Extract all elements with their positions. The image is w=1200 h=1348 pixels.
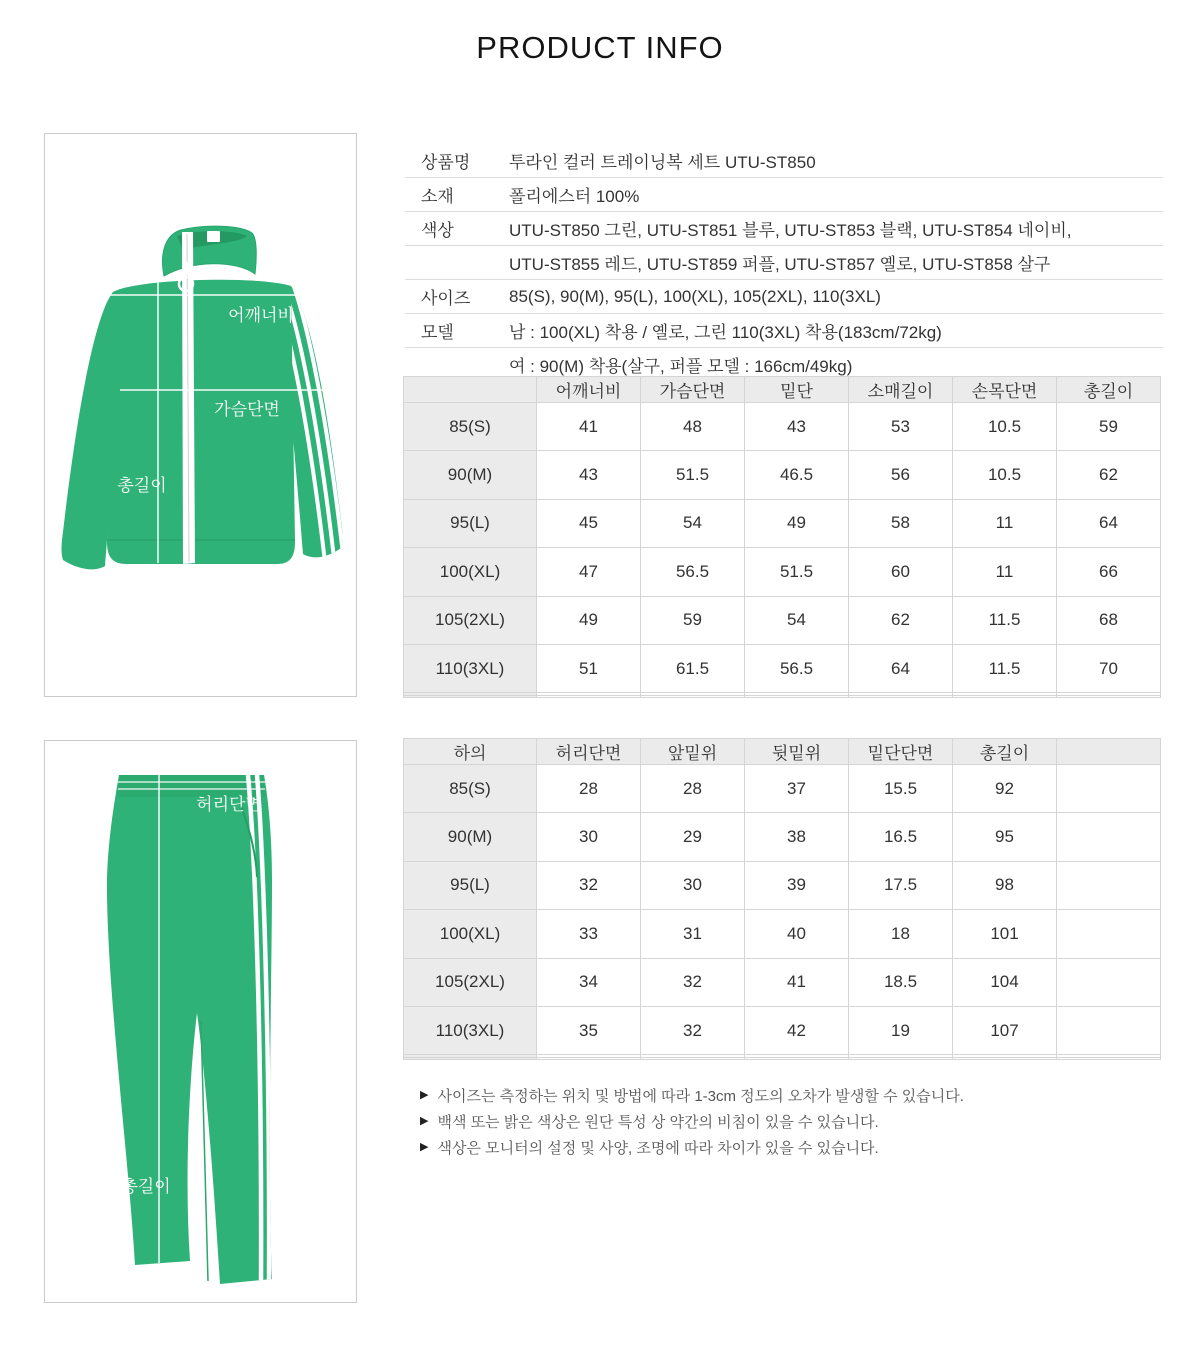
measurement-cell: [953, 695, 1057, 697]
size-cell: 95(L): [404, 499, 537, 547]
table-row: [404, 958, 1161, 1006]
detail-value: 남 : 100(XL) 착용 / 옐로, 그린 110(3XL) 착용(183cm/72kg): [509, 323, 942, 342]
measurement-cell: 66: [1057, 548, 1161, 596]
measurement-cell: 19: [849, 1006, 953, 1054]
measurement-cell: 39: [745, 861, 849, 909]
measurement-cell: 35: [537, 1006, 641, 1054]
measurement-cell: 17.5: [849, 861, 953, 909]
note-item: [420, 1082, 964, 1108]
measurement-cell: 61.5: [641, 644, 745, 692]
measurement-cell: 51.5: [641, 451, 745, 499]
measurement-cell: 64: [1057, 499, 1161, 547]
measurement-cell: 11: [953, 548, 1057, 596]
column-header: [404, 377, 537, 403]
measurement-cell: [1057, 813, 1161, 861]
measurement-cell: 29: [641, 813, 745, 861]
measurement-cell: 59: [641, 596, 745, 644]
measurement-cell: 43: [537, 451, 641, 499]
size-cell: 85(S): [404, 765, 537, 813]
measurement-cell: 11: [953, 499, 1057, 547]
column-header: 총길이: [953, 739, 1057, 765]
detail-row-colors-1: [405, 212, 1163, 246]
measurement-cell: 51.5: [745, 548, 849, 596]
triangle-bullet-icon: ▶: [420, 1114, 429, 1127]
pants-shape: [107, 775, 272, 1284]
table-row: [404, 499, 1161, 547]
note-item: [420, 1134, 964, 1160]
column-header: 밑단단면: [849, 739, 953, 765]
measurement-cell: [537, 1057, 641, 1059]
column-header: 어깨너비: [537, 377, 641, 403]
pants-length-label: 총길이: [121, 1177, 171, 1196]
jacket-length-label: 총길이: [117, 476, 167, 495]
measurement-cell: 16.5: [849, 813, 953, 861]
measurement-cell: [537, 695, 641, 697]
note-text: 사이즈는 측정하는 위치 및 방법에 따라 1-3cm 정도의 오차가 발생할 수 있습니다.: [437, 1087, 964, 1105]
measurement-cell: 104: [953, 958, 1057, 1006]
jacket-image-box: [44, 133, 357, 697]
measurement-cell: 34: [537, 958, 641, 1006]
detail-row-material: [405, 178, 1163, 212]
measurement-cell: 48: [641, 403, 745, 451]
measurement-cell: 46.5: [745, 451, 849, 499]
measurement-cell: 47: [537, 548, 641, 596]
measurement-cell: [745, 1057, 849, 1059]
measurement-cell: 68: [1057, 596, 1161, 644]
measurement-cell: 42: [745, 1006, 849, 1054]
pants-size-table: [403, 738, 1161, 1060]
column-header: 허리단면: [537, 739, 641, 765]
measurement-cell: 30: [641, 861, 745, 909]
size-cell: 105(2XL): [404, 596, 537, 644]
detail-value: UTU-ST855 레드, UTU-ST859 퍼플, UTU-ST857 옐로, UTU-ST858 살구: [509, 255, 1051, 274]
note-text: 백색 또는 밝은 색상은 원단 특성 상 약간의 비침이 있을 수 있습니다.: [437, 1113, 879, 1131]
measurement-cell: 10.5: [953, 451, 1057, 499]
measurement-cell: [849, 695, 953, 697]
measurement-cell: 30: [537, 813, 641, 861]
measurement-cell: 28: [641, 765, 745, 813]
measurement-cell: 98: [953, 861, 1057, 909]
jacket-shoulder-label: 어깨너비: [228, 306, 294, 325]
measurement-cell: 92: [953, 765, 1057, 813]
detail-value: 여 : 90(M) 착용(살구, 퍼플 모델 : 166cm/49kg): [509, 357, 853, 376]
measurement-cell: 31: [641, 910, 745, 958]
measurement-cell: 54: [641, 499, 745, 547]
detail-label: 소재: [421, 187, 454, 206]
measurement-cell: 70: [1057, 644, 1161, 692]
size-cell: 100(XL): [404, 910, 537, 958]
measurement-cell: 107: [953, 1006, 1057, 1054]
jacket-chest-label: 가슴단면: [214, 400, 280, 419]
pants-waist-label: 허리단면: [196, 795, 262, 814]
neck-tag: [207, 231, 220, 242]
table-row: [404, 596, 1161, 644]
detail-value: 투라인 컬러 트레이닝복 세트 UTU-ST850: [509, 153, 816, 172]
table-row: [404, 1006, 1161, 1054]
measurement-cell: 11.5: [953, 596, 1057, 644]
waistband: [117, 775, 266, 797]
detail-value: 폴리에스터 100%: [509, 187, 640, 206]
pants-body-group: [107, 775, 272, 1284]
detail-row-colors-2: [405, 246, 1163, 280]
table-row: [404, 451, 1161, 499]
measurement-cell: 43: [745, 403, 849, 451]
size-cell: 90(M): [404, 451, 537, 499]
pants-image-box: [44, 740, 357, 1303]
measurement-cell: 28: [537, 765, 641, 813]
notes-list: [420, 1082, 964, 1160]
table-row: [404, 548, 1161, 596]
measurement-cell: [849, 1057, 953, 1059]
table-row: [404, 644, 1161, 692]
size-cell: 85(S): [404, 403, 537, 451]
table-row: [404, 765, 1161, 813]
column-header: 손목단면: [953, 377, 1057, 403]
jacket-body-group: [62, 226, 344, 569]
table-row: [404, 1057, 1161, 1059]
detail-row-product-name: [405, 144, 1163, 178]
column-header: 총길이: [1057, 377, 1161, 403]
measurement-cell: [1057, 958, 1161, 1006]
measurement-cell: [1057, 1057, 1161, 1059]
size-cell: 110(3XL): [404, 644, 537, 692]
measurement-cell: 95: [953, 813, 1057, 861]
column-header: 하의: [404, 739, 537, 765]
measurement-cell: [953, 1057, 1057, 1059]
measurement-cell: [1057, 910, 1161, 958]
measurement-cell: 51: [537, 644, 641, 692]
measurement-cell: 37: [745, 765, 849, 813]
measurement-cell: 32: [537, 861, 641, 909]
jacket-size-table: [403, 376, 1161, 698]
measurement-cell: 54: [745, 596, 849, 644]
measurement-cell: 41: [745, 958, 849, 1006]
measurement-cell: 38: [745, 813, 849, 861]
detail-label: 상품명: [421, 153, 471, 172]
note-item: [420, 1108, 964, 1134]
measurement-cell: [641, 1057, 745, 1059]
measurement-cell: 32: [641, 1006, 745, 1054]
table-row: [404, 861, 1161, 909]
measurement-cell: 62: [1057, 451, 1161, 499]
measurement-cell: [1057, 1006, 1161, 1054]
table-row: [404, 910, 1161, 958]
measurement-cell: 11.5: [953, 644, 1057, 692]
detail-label: 모델: [421, 323, 454, 342]
size-cell: 90(M): [404, 813, 537, 861]
measurement-cell: 18.5: [849, 958, 953, 1006]
jacket-graphic: [45, 134, 356, 696]
size-cell: [404, 695, 537, 697]
column-header: 뒷밑위: [745, 739, 849, 765]
detail-value: 85(S), 90(M), 95(L), 100(XL), 105(2XL), 110(3XL): [509, 286, 881, 306]
measurement-cell: 60: [849, 548, 953, 596]
product-details: [405, 144, 1163, 381]
detail-label: 사이즈: [421, 289, 471, 308]
size-cell: 105(2XL): [404, 958, 537, 1006]
measurement-cell: 56.5: [745, 644, 849, 692]
column-header: 가슴단면: [641, 377, 745, 403]
header-row: [404, 377, 1161, 403]
measurement-cell: 41: [537, 403, 641, 451]
column-header: 앞밑위: [641, 739, 745, 765]
measurement-cell: 53: [849, 403, 953, 451]
size-cell: 110(3XL): [404, 1006, 537, 1054]
measurement-cell: [1057, 765, 1161, 813]
measurement-cell: 49: [537, 596, 641, 644]
measurement-cell: 58: [849, 499, 953, 547]
column-header: 소매길이: [849, 377, 953, 403]
column-header: [1057, 739, 1161, 765]
size-cell: [404, 1057, 537, 1059]
measurement-cell: [641, 695, 745, 697]
measurement-cell: 64: [849, 644, 953, 692]
page-title: PRODUCT INFO: [476, 30, 724, 65]
measurement-cell: 59: [1057, 403, 1161, 451]
measurement-cell: 56: [849, 451, 953, 499]
triangle-bullet-icon: ▶: [420, 1088, 429, 1101]
note-text: 색상은 모니터의 설정 및 사양, 조명에 따라 차이가 있을 수 있습니다.: [437, 1139, 879, 1157]
column-header: 밑단: [745, 377, 849, 403]
size-cell: 95(L): [404, 861, 537, 909]
table-row: [404, 403, 1161, 451]
table-row: [404, 695, 1161, 697]
detail-row-sizes: [405, 280, 1163, 314]
table-row: [404, 813, 1161, 861]
measurement-cell: 62: [849, 596, 953, 644]
size-cell: 100(XL): [404, 548, 537, 596]
measurement-cell: [1057, 695, 1161, 697]
measurement-cell: 33: [537, 910, 641, 958]
measurement-cell: 18: [849, 910, 953, 958]
measurement-cell: 10.5: [953, 403, 1057, 451]
triangle-bullet-icon: ▶: [420, 1140, 429, 1153]
measurement-cell: 15.5: [849, 765, 953, 813]
measurement-cell: 45: [537, 499, 641, 547]
detail-label: 색상: [421, 221, 454, 240]
detail-row-model-1: [405, 314, 1163, 348]
header-row: [404, 739, 1161, 765]
measurement-cell: 56.5: [641, 548, 745, 596]
measurement-cell: [1057, 861, 1161, 909]
pants-graphic: [45, 741, 356, 1302]
measurement-cell: [745, 695, 849, 697]
detail-value: UTU-ST850 그린, UTU-ST851 블루, UTU-ST853 블랙, UTU-ST854 네이비,: [509, 221, 1072, 240]
measurement-cell: 40: [745, 910, 849, 958]
measurement-cell: 101: [953, 910, 1057, 958]
measurement-cell: 32: [641, 958, 745, 1006]
zipper-slider: [183, 262, 191, 275]
measurement-cell: 49: [745, 499, 849, 547]
